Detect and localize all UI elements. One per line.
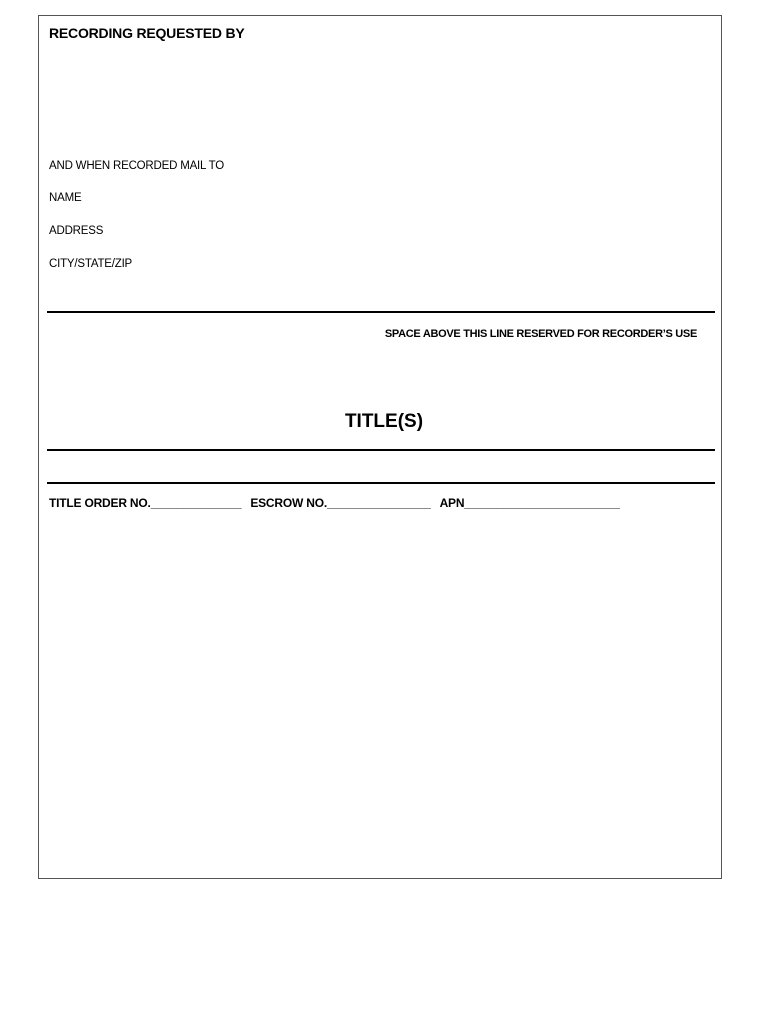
apn-field: APN________________________: [439, 496, 620, 510]
order-fields-row: [49, 497, 620, 509]
escrow-no-field: ESCROW NO.________________: [250, 496, 431, 510]
document-page: [38, 15, 722, 879]
recorder-reserved-note: SPACE ABOVE THIS LINE RESERVED FOR RECORDER’S USE: [384, 328, 697, 340]
recording-requested-by-heading: RECORDING REQUESTED BY: [49, 25, 245, 41]
lower-divider: [47, 482, 715, 484]
address-label: ADDRESS: [49, 225, 104, 237]
document-title: TITLE(S): [344, 411, 424, 432]
recorder-divider: [47, 311, 715, 313]
title-divider: [47, 449, 715, 451]
name-label: NAME: [49, 192, 82, 204]
city-state-zip-label: CITY/STATE/ZIP: [49, 258, 133, 270]
mail-to-label: AND WHEN RECORDED MAIL TO: [49, 160, 224, 172]
title-order-no-field: TITLE ORDER NO.______________: [49, 496, 242, 510]
